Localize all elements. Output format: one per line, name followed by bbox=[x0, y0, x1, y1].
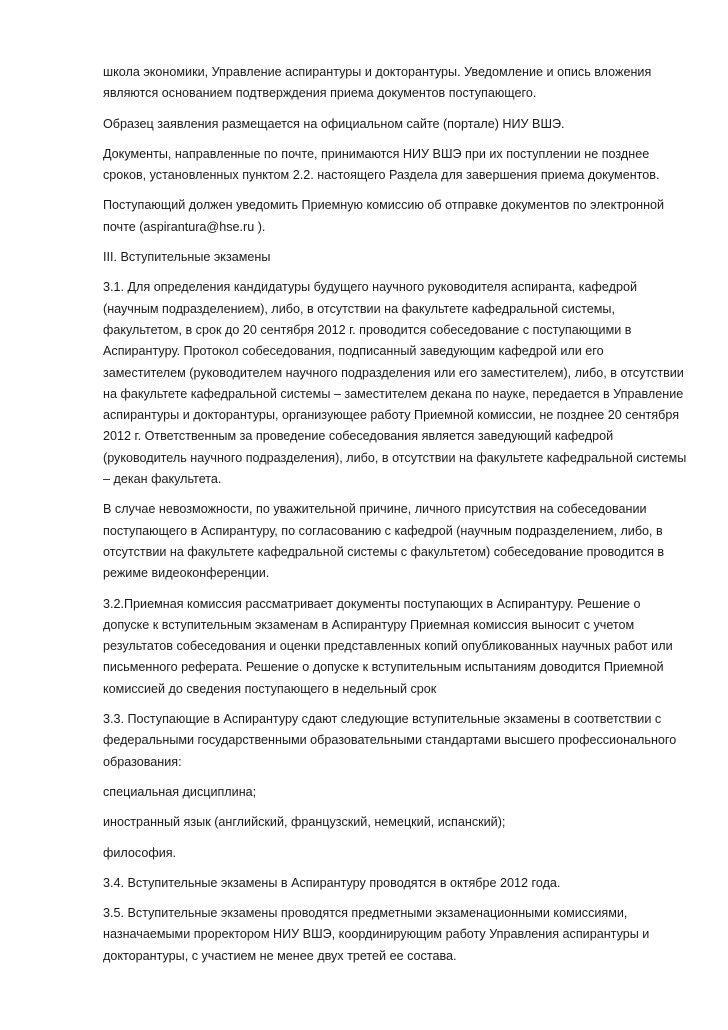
paragraph bbox=[103, 709, 683, 773]
paragraph bbox=[103, 873, 683, 894]
paragraph-line: сроков, установленных пунктом 2.2. настоящего Раздела для завершения приема документов. bbox=[103, 168, 660, 183]
paragraph-line: образования: bbox=[103, 754, 182, 769]
paragraph-line: допуске к вступительным экзаменам в Аспирантуру Приемная комиссия выносит с учетом bbox=[103, 617, 635, 632]
paragraph-line: федеральными государственными образовательными стандартами высшего профессионального bbox=[103, 733, 677, 748]
paragraph bbox=[103, 114, 683, 135]
paragraph-line: почте (aspirantura@hse.ru ). bbox=[103, 219, 266, 234]
paragraph-line: 3.1. Для определения кандидатуры будущего научного руководителя аспиранта, кафедрой bbox=[103, 280, 638, 295]
paragraph bbox=[103, 499, 683, 584]
paragraph-line: письменного реферата. Решение о допуске к вступительным испытаниям доводится Приемной bbox=[103, 660, 664, 675]
paragraph-line: Образец заявления размещается на официальном сайте (портале) НИУ ВШЭ. bbox=[103, 116, 565, 131]
paragraph-line: комиссией до сведения поступающего в недельный срок bbox=[103, 681, 437, 696]
paragraph-line: заместителем (руководителем научного подразделения или его заместителем), либо, в отсутствии bbox=[103, 365, 684, 380]
paragraph-line: результатов собеседования и оценки представленных копий опубликованных научных работ или bbox=[103, 639, 673, 654]
paragraph-line: (руководитель научного подразделения), либо, в отсутствии на факультете кафедральной системы bbox=[103, 450, 687, 465]
paragraph-line: Аспирантуру. Протокол собеседования, подписанный заведующим кафедрой или его bbox=[103, 344, 604, 359]
paragraph-line: назначаемыми проректором НИУ ВШЭ, координирующим работу Управления аспирантуры и bbox=[103, 927, 650, 942]
paragraph bbox=[103, 247, 683, 268]
paragraph bbox=[103, 277, 687, 490]
paragraph bbox=[103, 195, 683, 238]
document-page bbox=[103, 62, 687, 976]
paragraph bbox=[103, 62, 683, 105]
paragraph-line: школа экономики, Управление аспирантуры и докторантуры. Уведомление и опись вложения bbox=[103, 65, 652, 79]
paragraph-line: являются основанием подтверждения приема документов поступающего. bbox=[103, 86, 537, 101]
paragraph bbox=[103, 843, 683, 864]
paragraph-line: III. Вступительные экзамены bbox=[103, 250, 271, 265]
paragraph-line: специальная дисциплина; bbox=[103, 784, 257, 799]
paragraph bbox=[103, 812, 683, 833]
paragraph-line: 2012 г. Ответственным за проведение собеседования является заведующий кафедрой bbox=[103, 429, 614, 444]
paragraph-line: аспирантуры и докторантуры, организующее работу Приемной комиссии, не позднее 20 сентября bbox=[103, 408, 680, 423]
paragraph-line: философия. bbox=[103, 845, 177, 860]
paragraph-line: (научным подразделением), либо, в отсутствии на факультете кафедральной системы, bbox=[103, 301, 615, 316]
paragraph-line: поступающего в Аспирантуру, по согласованию с кафедрой (научным подразделением, либо, в bbox=[103, 523, 663, 538]
paragraph bbox=[103, 144, 683, 187]
paragraph bbox=[103, 903, 683, 967]
paragraph-line: факультетом, в срок до 20 сентября 2012 г. проводится собеседование с поступающими в bbox=[103, 322, 632, 337]
paragraph-line: В случае невозможности, по уважительной причине, личного присутствия на собеседовании bbox=[103, 502, 647, 517]
paragraph-line: докторантуры, с участием не менее двух третей ее состава. bbox=[103, 948, 457, 963]
paragraph-line: иностранный язык (английский, французский, немецкий, испанский); bbox=[103, 815, 506, 830]
paragraph-line: 3.3. Поступающие в Аспирантуру сдают следующие вступительные экзамены в соответствии с bbox=[103, 712, 662, 727]
paragraph-line: на факультете кафедральной системы – заместителем декана по науке, передается в Управление bbox=[103, 386, 684, 401]
paragraph-line: Поступающий должен уведомить Приемную комиссию об отправке документов по электронной bbox=[103, 198, 665, 213]
paragraph bbox=[103, 782, 683, 803]
paragraph-line: режиме видеоконференции. bbox=[103, 566, 270, 581]
paragraph bbox=[103, 594, 683, 700]
paragraph-line: 3.4. Вступительные экзамены в Аспирантуру проводятся в октябре 2012 года. bbox=[103, 875, 561, 890]
paragraph-line: Документы, направленные по почте, принимаются НИУ ВШЭ при их поступлении не позднее bbox=[103, 146, 650, 161]
paragraph-line: 3.5. Вступительные экзамены проводятся предметными экзаменационными комиссиями, bbox=[103, 906, 628, 921]
paragraph-line: отсутствии на факультете кафедральной системы с факультетом) собеседование проводится в bbox=[103, 544, 665, 559]
paragraph-line: 3.2.Приемная комиссия рассматривает документы поступающих в Аспирантуру. Решение о bbox=[103, 596, 641, 611]
paragraph-line: – декан факультета. bbox=[103, 472, 222, 487]
